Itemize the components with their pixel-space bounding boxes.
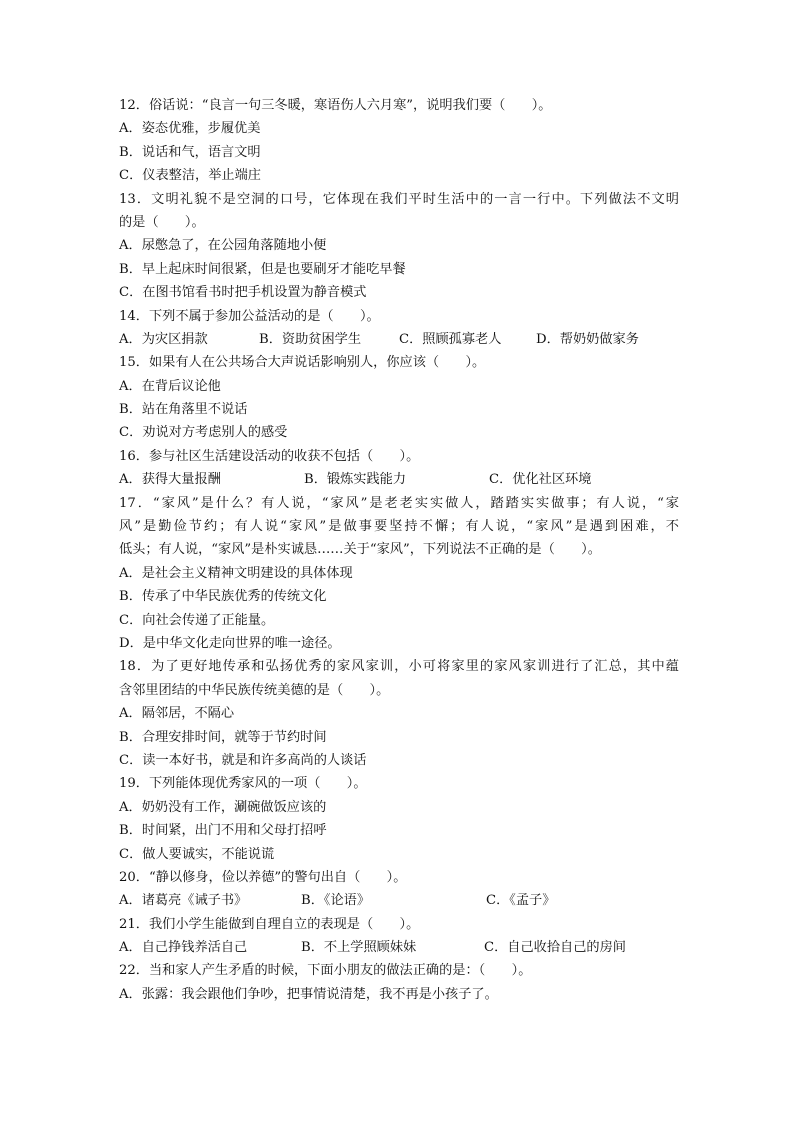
question-19-option-b: B．时间紧，出门不用和父母打招呼 [119,823,327,839]
question-14-option-d: D．帮奶奶做家务 [536,331,639,347]
question-21-option-c: C．自己收拾自己的房间 [484,940,626,956]
question-16-option-b: B．锻炼实践能力 [304,472,407,488]
question-18-option-a: A．隔邻居，不隔心 [119,706,235,722]
question-13-option-a: A．尿憋急了，在公园角落随地小便 [119,238,327,254]
question-14-stem: 14．下列不属于参加公益活动的是（ ）。 [119,308,380,324]
question-20-options [119,889,679,912]
question-20-option-c: C．《孟子》 [486,893,556,909]
question-21-options [119,936,679,959]
question-21-option-a: A．自己挣钱养活自己 [119,940,248,956]
question-14-option-b: B．资助贫困学生 [259,331,362,347]
question-21-option-b: B．不上学照顾妹妹 [301,940,417,956]
question-17-option-c: C．向社会传递了正能量。 [119,612,275,628]
question-14-options [119,328,679,351]
question-16-option-c: C．优化社区环境 [489,472,592,488]
question-22-stem: 22．当和家人产生矛盾的时候，下面小朋友的做法正确的是：（ ）。 [119,963,532,979]
question-13-option-c: C．在图书馆看书时把手机设置为静音模式 [119,285,367,301]
question-15-option-a: A．在背后议论他 [119,378,221,394]
question-12-option-c: C．仪表整洁，举止端庄 [119,168,261,184]
question-13-stem-line2: 的是（ ）。 [119,214,205,230]
question-list [119,94,679,1006]
question-12-option-a: A．姿态优雅，步履优美 [119,121,261,137]
question-16-stem: 16．参与社区生活建设活动的收获不包括（ ）。 [119,448,420,464]
question-17-option-d: D．是中华文化走向世界的唯一途径。 [119,635,341,651]
question-17-stem-line3: 低头；有人说，“家风”是朴实诚恳……关于“家风”，下列说法不正确的是（ ）。 [119,542,601,558]
question-14-option-a: A．为灾区捐款 [119,331,208,347]
question-22-option-a: A．张露：我会跟他们争吵，把事情说清楚，我不再是小孩子了。 [119,986,498,1002]
question-13-option-b: B．早上起床时间很紧，但是也要刷牙才能吃早餐 [119,261,406,277]
question-21-stem: 21．我们小学生能做到自理自立的表现是（ ）。 [119,916,420,932]
question-14-option-c: C．照顾孤寡老人 [399,331,502,347]
question-15-option-b: B．站在角落里不说话 [119,402,248,418]
question-17-option-b: B．传承了中华民族优秀的传统文化 [119,589,327,605]
question-20-stem: 20．“静以修身，俭以养德”的警句出自（ ）。 [119,869,407,885]
question-17-stem-line2: 风”是勤俭节约；有人说“家风”是做事要坚持不懈；有人说，“家风”是遇到困难，不 [119,519,679,535]
question-15-option-c: C．劝说对方考虑别人的感受 [119,425,288,441]
question-16-options [119,468,679,491]
question-18-stem-line1: 18．为了更好地传承和弘扬优秀的家风家训，小可将家里的家风家训进行了汇总，其中蕴 [119,659,679,675]
question-15-stem: 15．如果有人在公共场合大声说话影响别人，你应该（ ）。 [119,355,486,371]
question-12-stem: 12．俗话说：“良言一句三冬暖，寒语伤人六月寒”，说明我们要（ ）。 [119,98,552,113]
question-20-option-b: B．《论语》 [301,893,371,909]
question-18-option-b: B．合理安排时间，就等于节约时间 [119,729,327,745]
question-17-option-a: A．是社会主义精神文明建设的具体体现 [119,565,353,581]
question-19-option-a: A．奶奶没有工作，涮碗做饭应该的 [119,799,327,815]
question-18-option-c: C．读一本好书，就是和许多高尚的人谈话 [119,752,367,768]
question-20-option-a: A．诸葛亮《诫子书》 [119,893,248,909]
question-12-option-b: B．说话和气，语言文明 [119,144,261,160]
question-19-option-c: C．做人要诚实，不能说谎 [119,846,275,862]
question-18-stem-line2: 含邻里团结的中华民族传统美德的是（ ）。 [119,682,390,698]
question-19-stem: 19．下列能体现优秀家风的一项（ ）。 [119,776,367,792]
question-16-option-a: A．获得大量报酬 [119,472,221,488]
question-13-stem-line1: 13．文明礼貌不是空洞的口号，它体现在我们平时生活中的一言一行中。下列做法不文明 [119,191,679,207]
question-17-stem-line1: 17．“家风”是什么？有人说，“家风”是老老实实做人，踏踏实实做事；有人说，“家 [119,495,679,511]
